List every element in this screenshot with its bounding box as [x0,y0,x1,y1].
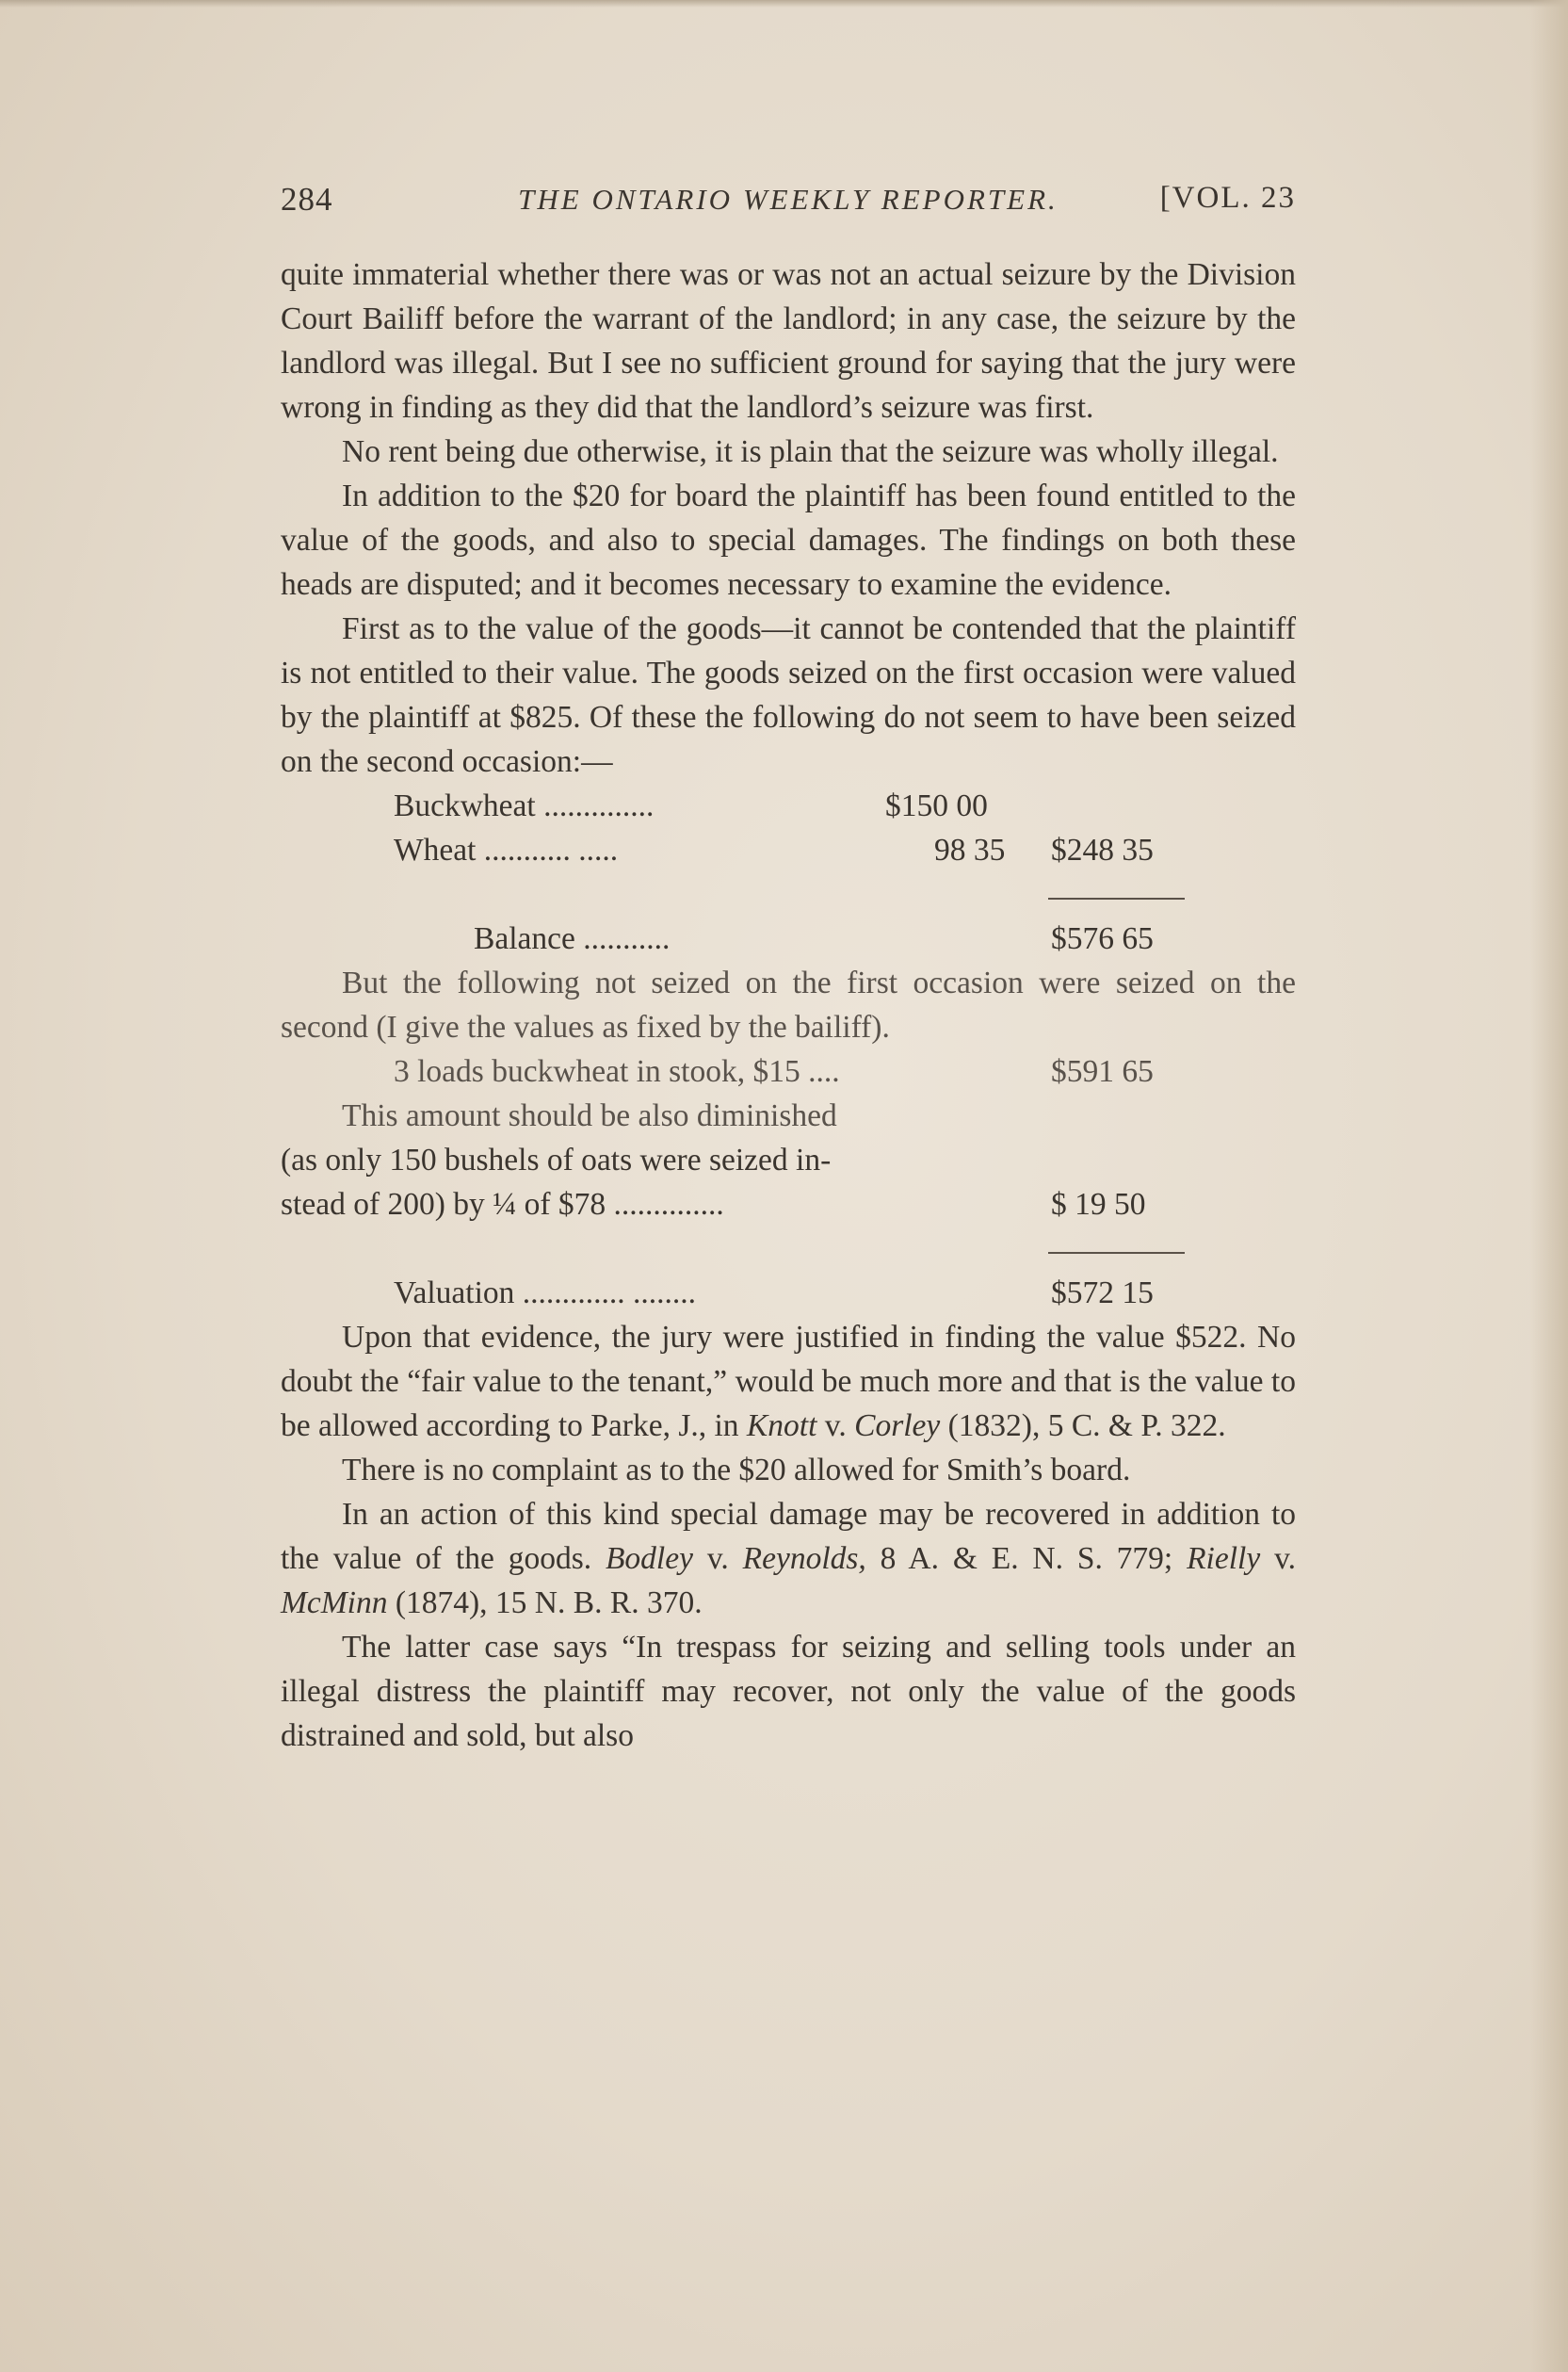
text-run: In an action of this kind special damage may be recovered in addition to the value of the goods. [281,1497,1296,1576]
table-rule-row [281,872,1296,917]
case-name: Corley [854,1408,941,1443]
text-run: v. [816,1408,855,1443]
text-run: (1832), 5 C. & P. 322. [940,1408,1226,1443]
text-run: v. [692,1541,743,1576]
paragraph [281,1492,1296,1625]
row-label: Balance ........... [474,921,671,956]
row-total: $248 35 [1051,833,1154,868]
row-label: Buckwheat .............. [394,788,655,823]
page-right-edge [1530,0,1568,2372]
row-label: Valuation ............. ........ [394,1275,697,1310]
case-name: Reynolds, [742,1541,866,1576]
row-value: $576 65 [1051,921,1154,956]
text-run: (1874), 15 N. B. R. 370. [387,1585,703,1620]
case-name: Bodley [605,1541,693,1576]
paragraph: The latter case says “In trespass for seizing and selling tools under an illegal distress the plaintiff may recover, not only the value of the goods distrained and sold, but also [281,1630,1296,1753]
table-row-buckwheat [281,784,1296,828]
page-body [281,252,1296,1758]
sum-rule [1048,898,1185,900]
paragraph [281,1315,1296,1448]
paragraph: quite immaterial whether there was or was not an actual seizure by the Division Court Bailiff before the warrant of the landlord; in any case, the seizure by the landlord was illegal. But I see no sufficient ground for saying that the jury were wrong in finding as they did that the landlord’s seizure was first. [281,257,1296,425]
row-label: 3 loads buckwheat in stook, $15 .... [394,1054,840,1089]
diminish-line-2 [281,1138,1296,1182]
paragraph: In addition to the $20 for board the plaintiff has been found entitled to the value of the goods, and also to special damages. The findings on both these heads are disputed; and it becomes necessary to examine the evidence. [281,479,1296,602]
journal-title: THE ONTARIO WEEKLY REPORTER. [518,183,1059,216]
table-rule-row [281,1227,1296,1271]
paragraph-line: This amount should be also diminished [342,1098,837,1133]
row-value: $150 00 [885,788,988,823]
paragraph: First as to the value of the goods—it cannot be contended that the plaintiff is not entitled to their value. The goods seized on the first occasion were valued by the plaintiff at $825. Of these the following do not seem to have been seized on the second occasion:— [281,611,1296,779]
text-run: v. [1260,1541,1297,1576]
case-name: Rielly [1187,1541,1261,1576]
paragraph: There is no complaint as to the $20 allowed for Smith’s board. [342,1453,1131,1487]
case-name: McMinn [281,1585,388,1620]
row-value: 98 35 [934,833,1006,868]
row-value: $ 19 50 [1051,1187,1146,1222]
text-run: 8 A. & E. N. S. 779; [865,1541,1188,1576]
table-row-balance [281,917,1296,961]
paragraph: But the following not seized on the first occasion were seized on the second (I give the values as fixed by the bailiff). [281,966,1296,1045]
page-number: 284 [281,181,333,218]
row-value: $591 65 [1051,1054,1154,1089]
paragraph: No rent being due otherwise, it is plain that the seizure was wholly illegal. [342,434,1279,469]
case-name: Knott [746,1408,817,1443]
row-value: $572 15 [1051,1275,1154,1310]
diminish-line-3 [281,1182,1296,1227]
page-top-edge [0,0,1568,8]
table-row-loads [281,1049,1296,1094]
table-row-wheat [281,828,1296,872]
paragraph-line: stead of 200) by ¼ of $78 .............. [281,1187,724,1222]
row-label: Wheat ........... ..... [394,833,619,868]
table-row-valuation [281,1271,1296,1315]
paragraph-line: (as only 150 bushels of oats were seized in- [281,1143,832,1178]
diminish-line-1 [281,1094,1296,1138]
running-header [281,181,1296,228]
sum-rule [1048,1252,1185,1254]
text-run: Upon that evidence, the jury were justified in finding the value $522. No doubt the “fair value to the tenant,” would be much more and that is the value to be allowed according to Parke, J., in [281,1320,1296,1443]
volume-label: [VOL. 23 [1159,181,1296,215]
